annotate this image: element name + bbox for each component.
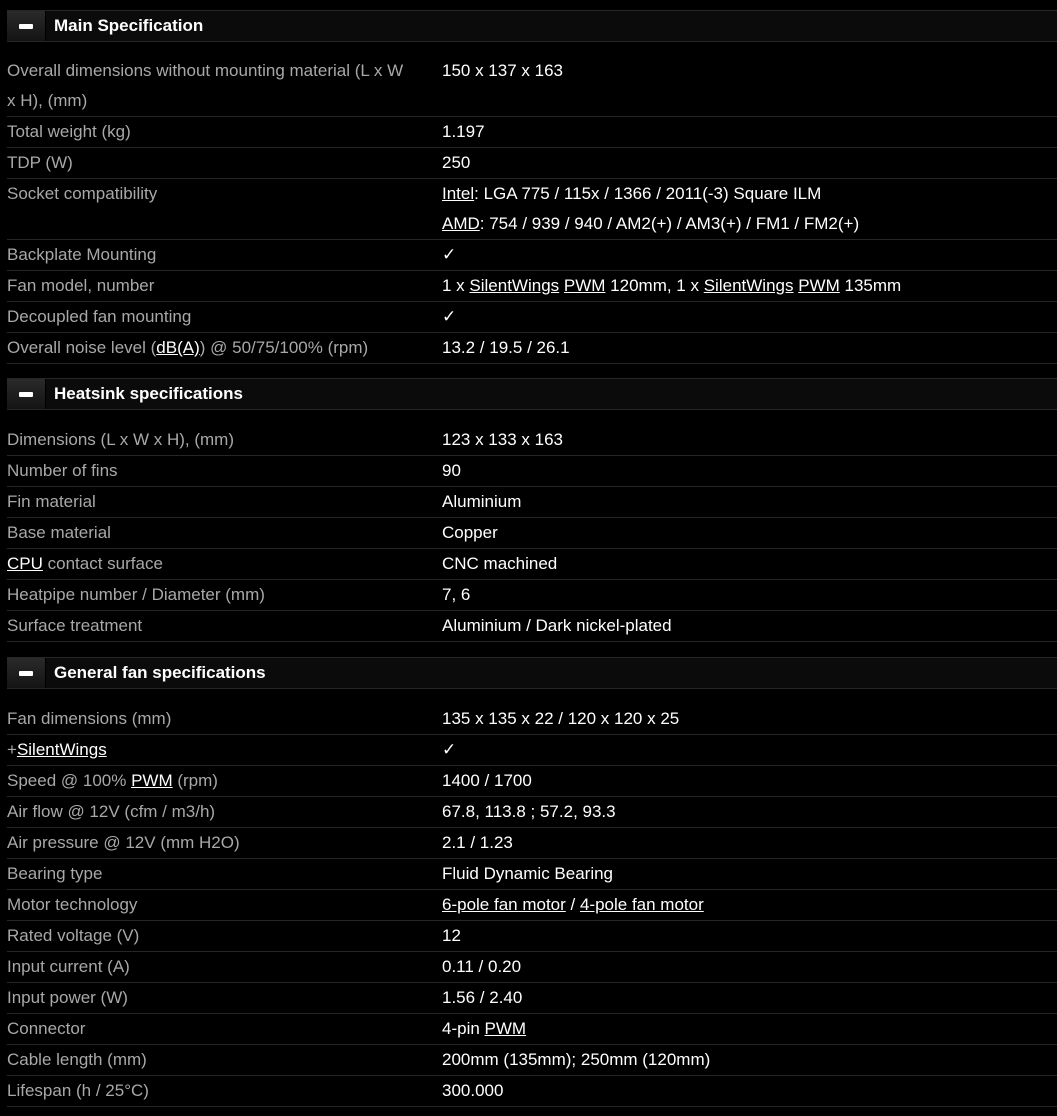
spec-row-tdp: [7, 148, 1057, 179]
spec-row-base-material: [7, 518, 1057, 549]
intel-link[interactable]: Intel: [442, 184, 475, 203]
spec-label: Motor technology: [7, 895, 138, 914]
section-title-fan: General fan specifications: [54, 663, 266, 682]
spec-value: 123 x 133 x 163: [442, 430, 563, 449]
section-title-main: Main Specification: [54, 16, 204, 35]
check-icon: ✓: [442, 245, 457, 264]
pwm-link[interactable]: PWM: [798, 276, 840, 295]
spec-label: Air pressure @ 12V (mm H2O): [7, 833, 240, 852]
spec-row-voltage: [7, 921, 1057, 952]
spec-row-cpu-contact: [7, 549, 1057, 580]
spec-value: 1400 / 1700: [442, 771, 532, 790]
spec-value: Aluminium: [442, 492, 522, 511]
check-icon: ✓: [442, 740, 457, 759]
check-icon: ✓: [442, 307, 457, 326]
spec-row-airflow: [7, 797, 1057, 828]
spec-value: 1.56 / 2.40: [442, 988, 523, 1007]
spec-value: 90: [442, 461, 461, 480]
dba-link[interactable]: dB(A): [156, 338, 200, 357]
section-header-main[interactable]: [7, 10, 1057, 42]
spec-row-backplate: [7, 240, 1057, 271]
spec-label: Total weight (kg): [7, 122, 131, 141]
spec-label: Dimensions (L x W x H), (mm): [7, 430, 234, 449]
spec-row-socket: [7, 179, 1057, 240]
spec-row-connector: [7, 1014, 1057, 1045]
spec-label: Decoupled fan mounting: [7, 307, 192, 326]
spec-row-weight: [7, 117, 1057, 148]
spec-value: CNC machined: [442, 554, 558, 573]
six-pole-motor-link[interactable]: 6-pole fan motor: [442, 895, 566, 914]
spec-label: Overall dimensions without mounting material (L x W x H), (mm): [7, 61, 404, 110]
spec-row-fan-dimensions: [7, 704, 1057, 735]
spec-value: 250: [442, 153, 471, 172]
spec-label: TDP (W): [7, 153, 73, 172]
four-pole-motor-link[interactable]: 4-pole fan motor: [579, 895, 704, 914]
collapse-toggle-heatsink[interactable]: [7, 379, 46, 409]
spec-label: Heatpipe number / Diameter (mm): [7, 585, 265, 604]
spec-label: Base material: [7, 523, 111, 542]
collapse-toggle-main[interactable]: [7, 11, 46, 41]
spec-label: Socket compatibility: [7, 184, 158, 203]
spec-value: 300.000: [442, 1081, 504, 1100]
spec-row-surface: [7, 611, 1057, 642]
collapse-toggle-fan[interactable]: [7, 658, 46, 688]
silentwings-link[interactable]: SilentWings: [469, 276, 560, 295]
spec-label: Overall noise level (dB(A)) @ 50/75/100% (rpm): [7, 338, 369, 357]
spec-value: 1 x SilentWings PWM 120mm, 1 x SilentWings PWM 135mm: [442, 276, 902, 295]
spec-label: Cable length (mm): [7, 1050, 147, 1069]
spec-row-fins: [7, 456, 1057, 487]
spec-label: Speed @ 100% PWM (rpm): [7, 771, 218, 790]
spec-row-noise: [7, 333, 1057, 364]
spec-value: Aluminium / Dark nickel-plated: [442, 616, 672, 635]
section-header-heatsink[interactable]: [7, 378, 1057, 410]
spec-value: 135 x 135 x 22 / 120 x 120 x 25: [442, 709, 680, 728]
spec-value: 7, 6: [442, 585, 471, 604]
spec-label: Lifespan (h / 25°C): [7, 1081, 149, 1100]
spec-row-lifespan: [7, 1076, 1057, 1107]
amd-link[interactable]: AMD: [442, 214, 480, 233]
spec-label: Bearing type: [7, 864, 103, 883]
silentwings-link[interactable]: SilentWings: [703, 276, 794, 295]
spec-value: 13.2 / 19.5 / 26.1: [442, 338, 570, 357]
minus-icon: [19, 392, 33, 397]
minus-icon: [19, 671, 33, 676]
spec-row-bearing: [7, 859, 1057, 890]
section-title-heatsink: Heatsink specifications: [54, 384, 243, 403]
section-header-fan[interactable]: [7, 657, 1057, 689]
spec-label: Backplate Mounting: [7, 245, 157, 264]
spec-value: 4-pin PWM: [442, 1019, 527, 1038]
spec-value: 0.11 / 0.20: [442, 957, 522, 976]
spec-row-silentwings: [7, 735, 1057, 766]
spec-row-power: [7, 983, 1057, 1014]
spec-label: +SilentWings: [7, 740, 107, 759]
spec-value: 12: [442, 926, 461, 945]
spec-value: 150 x 137 x 163: [442, 61, 563, 80]
spec-row-cable: [7, 1045, 1057, 1076]
minus-icon: [19, 24, 33, 29]
pwm-link[interactable]: PWM: [563, 276, 606, 295]
spec-label: CPU contact surface: [7, 554, 163, 573]
spec-label: Air flow @ 12V (cfm / m3/h): [7, 802, 216, 821]
spec-label: Surface treatment: [7, 616, 143, 635]
spec-value: 67.8, 113.8 ; 57.2, 93.3: [442, 802, 616, 821]
spec-row-dimensions: [7, 56, 1057, 117]
spec-value: 6-pole fan motor / 4-pole fan motor: [442, 895, 704, 914]
spec-row-pressure: [7, 828, 1057, 859]
spec-label: Input current (A): [7, 957, 130, 976]
spec-value: 200mm (135mm); 250mm (120mm): [442, 1050, 711, 1069]
spec-value: 2.1 / 1.23: [442, 833, 513, 852]
spec-value: Fluid Dynamic Bearing: [442, 864, 614, 883]
spec-row-fan-model: [7, 271, 1057, 302]
spec-row-heatpipe: [7, 580, 1057, 611]
spec-label: Fan dimensions (mm): [7, 709, 172, 728]
silentwings-link[interactable]: SilentWings: [16, 740, 107, 759]
spec-label: Fin material: [7, 492, 96, 511]
pwm-link[interactable]: PWM: [131, 771, 173, 790]
spec-row-motor: [7, 890, 1057, 921]
spec-label: Input power (W): [7, 988, 128, 1007]
spec-value: Copper: [442, 523, 498, 542]
spec-row-hs-dimensions: [7, 425, 1057, 456]
spec-label: Connector: [7, 1019, 86, 1038]
cpu-link[interactable]: CPU: [7, 554, 43, 573]
spec-label: Rated voltage (V): [7, 926, 140, 945]
spec-value: Intel: LGA 775 / 115x / 1366 / 2011(-3) Square ILM AMD: 754 / 939 / 940 / AM2(+) / AM3(+) / FM1 / FM2(+): [442, 184, 860, 233]
spec-label: Number of fins: [7, 461, 118, 480]
spec-row-decoupled: [7, 302, 1057, 333]
pwm-link[interactable]: PWM: [484, 1019, 527, 1038]
spec-value: 1.197: [442, 122, 485, 141]
spec-label: Fan model, number: [7, 276, 155, 295]
spec-row-fin-material: [7, 487, 1057, 518]
spec-row-speed: [7, 766, 1057, 797]
spec-row-current: [7, 952, 1057, 983]
